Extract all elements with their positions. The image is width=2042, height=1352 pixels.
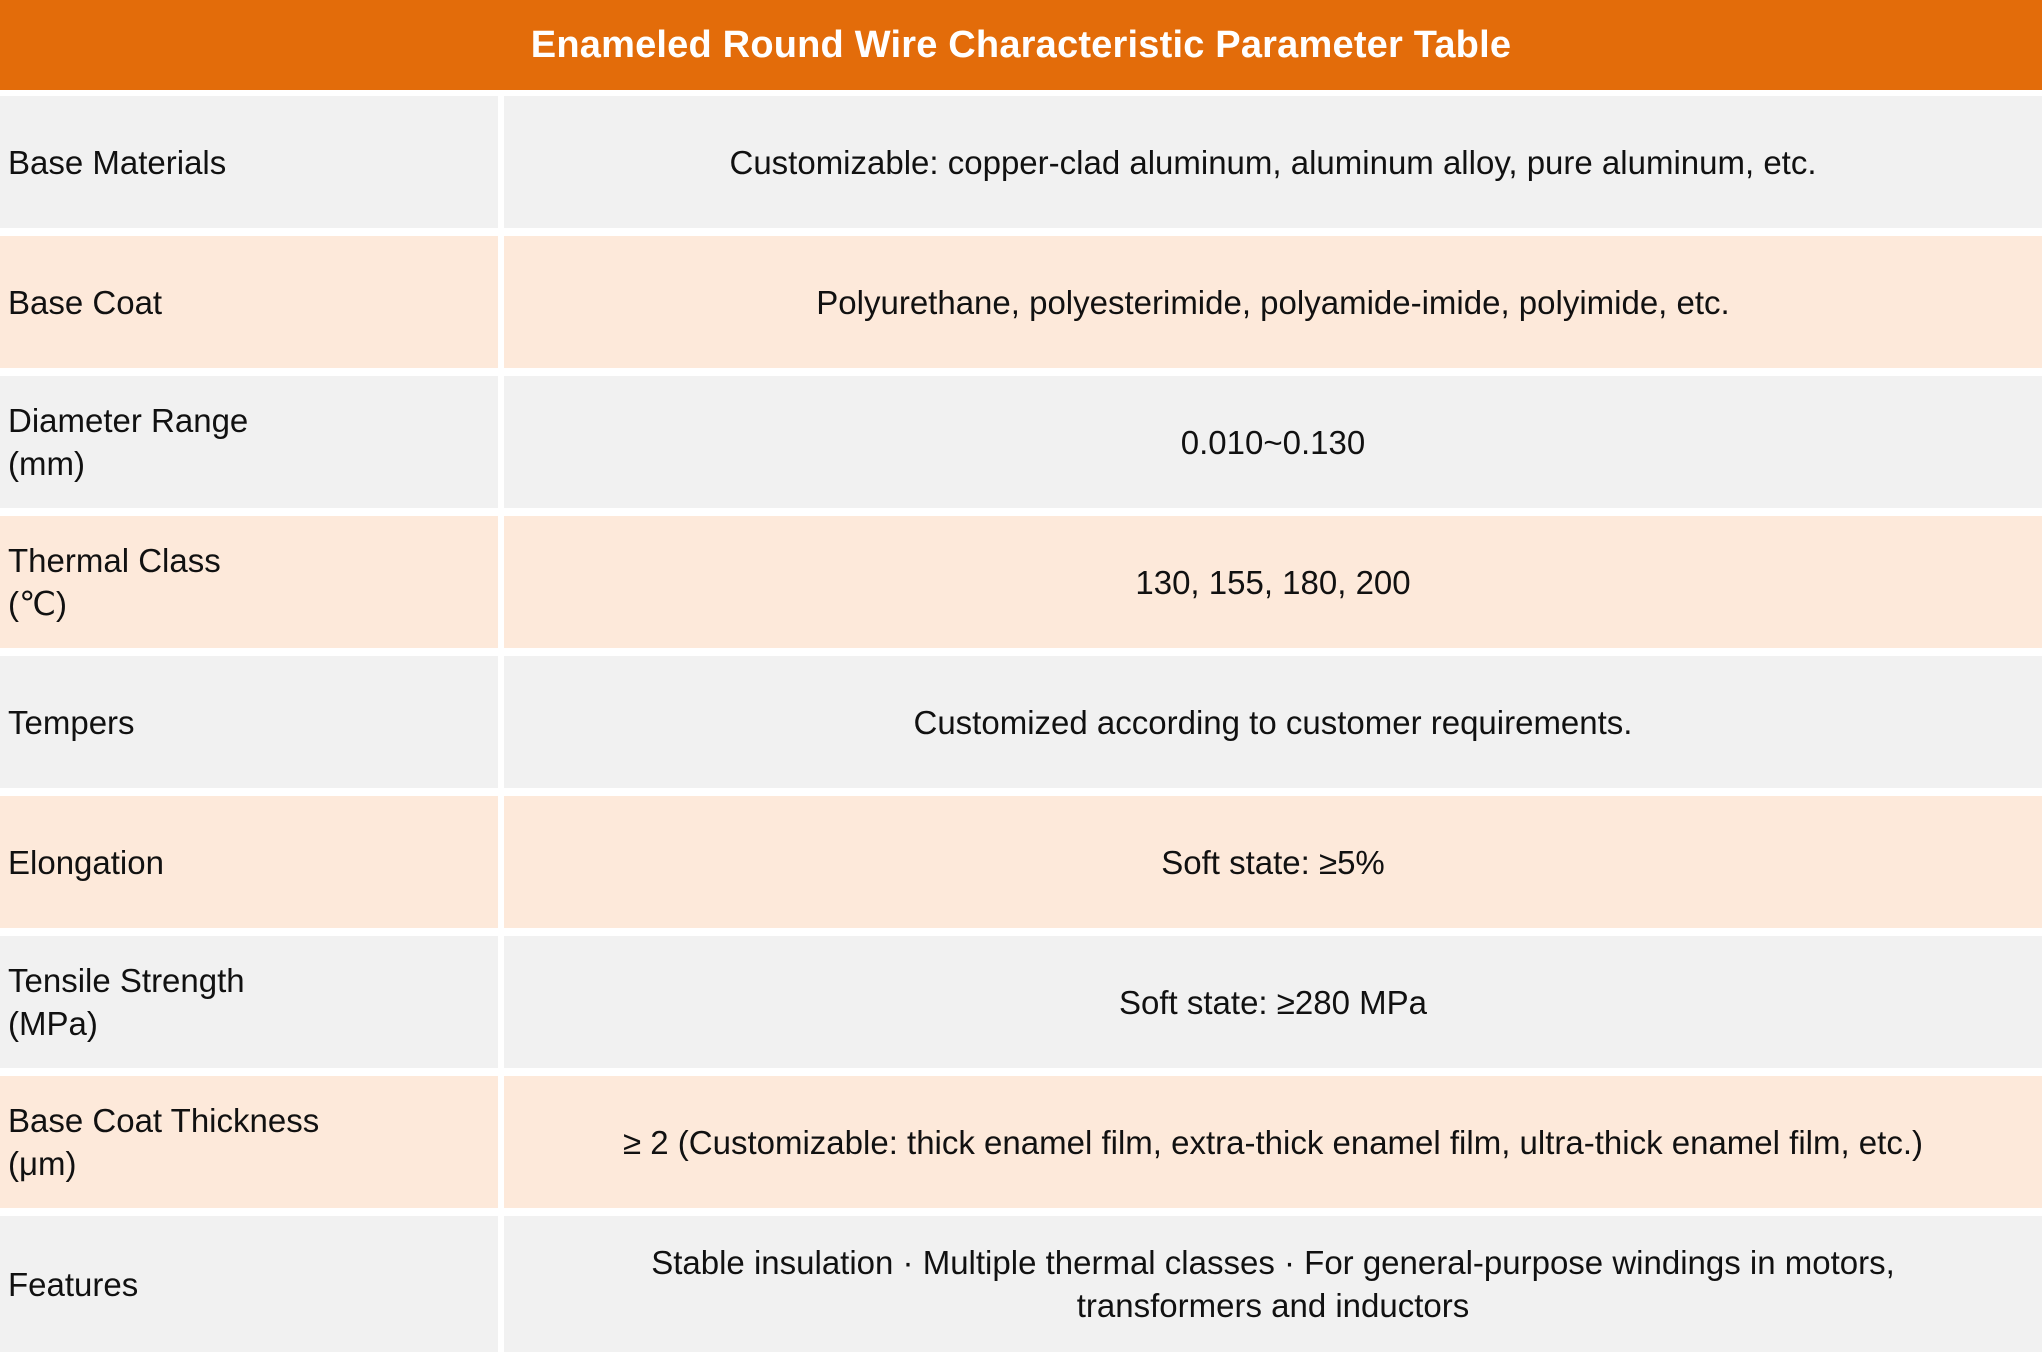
row-label-cell <box>0 796 498 928</box>
table-title: Enameled Round Wire Characteristic Parameter Table <box>0 0 2042 90</box>
row-value-cell <box>504 236 2042 368</box>
row-label: Thermal Class (℃) <box>8 542 221 622</box>
row-value: 130, 155, 180, 200 <box>1135 563 1411 601</box>
row-value-cell <box>504 656 2042 788</box>
row-value: Soft state: ≥280 MPa <box>1119 983 1427 1021</box>
row-value-cell <box>504 516 2042 648</box>
row-label: Base Coat <box>8 283 163 321</box>
row-label-cell <box>0 1076 498 1208</box>
table-row-features <box>0 1216 2042 1352</box>
row-label-cell <box>0 236 498 368</box>
row-label: Base Materials <box>8 143 227 181</box>
row-value: Polyurethane, polyesterimide, polyamide-imide, polyimide, etc. <box>816 283 1730 321</box>
row-label-cell <box>0 1216 498 1352</box>
row-value: Customizable: copper-clad aluminum, aluminum alloy, pure aluminum, etc. <box>729 143 1817 181</box>
row-label-cell <box>0 516 498 648</box>
row-value: ≥ 2 (Customizable: thick enamel film, extra-thick enamel film, ultra-thick enamel film, etc.) <box>622 1123 1923 1161</box>
row-label: Features <box>8 1265 139 1303</box>
row-value-cell <box>504 1216 2042 1352</box>
row-value-cell <box>504 376 2042 508</box>
row-value-cell <box>504 936 2042 1068</box>
row-value: Soft state: ≥5% <box>1161 843 1385 881</box>
row-value-cell <box>504 796 2042 928</box>
table-row-elongation <box>0 796 2042 928</box>
row-label: Tensile Strength (MPa) <box>8 962 245 1042</box>
row-value: Stable insulation · Multiple thermal classes · For general-purpose windings in motors, transformers and inductors <box>651 1244 1895 1324</box>
row-value: 0.010~0.130 <box>1180 423 1366 461</box>
row-value-cell <box>504 96 2042 228</box>
table-row-thermal-class <box>0 516 2042 648</box>
row-label: Tempers <box>8 703 135 741</box>
row-label-cell <box>0 376 498 508</box>
table-row-tempers <box>0 656 2042 788</box>
row-label-cell <box>0 96 498 228</box>
row-label: Base Coat Thickness (μm) <box>8 1102 320 1182</box>
row-label-cell <box>0 656 498 788</box>
table-row-base-materials <box>0 96 2042 228</box>
row-label: Elongation <box>8 843 164 881</box>
table-row-base-coat-thickness <box>0 1076 2042 1208</box>
table-row-base-coat <box>0 236 2042 368</box>
row-label: Diameter Range (mm) <box>8 402 249 482</box>
row-value: Customized according to customer requirements. <box>913 703 1633 741</box>
row-value-cell <box>504 1076 2042 1208</box>
table-row-diameter-range <box>0 376 2042 508</box>
parameter-table <box>0 90 2042 1352</box>
table-row-tensile-strength <box>0 936 2042 1068</box>
row-label-cell <box>0 936 498 1068</box>
